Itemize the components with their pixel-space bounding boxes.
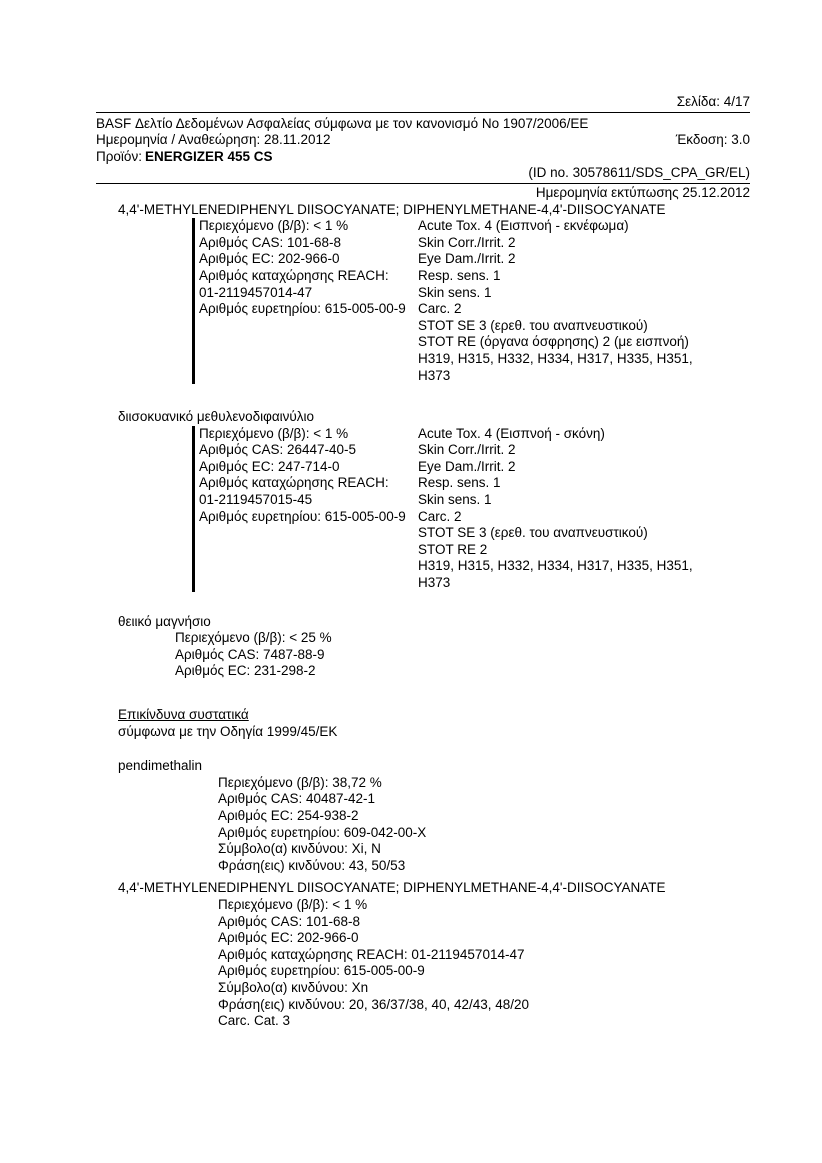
detail-line: Αριθμός ευρετηρίου: 615-005-00-9 [218,963,425,979]
classification-line: STOT SE 3 (ερεθ. του αναπνευστικού) [418,317,648,333]
detail-line: 01-2119457015-45 [199,492,313,508]
detail-line: Αριθμός ευρετηρίου: 615-005-00-9 [199,508,406,524]
classification-line: Acute Tox. 4 (Εισπνοή - σκόνη) [418,425,605,441]
substance-1-details [199,218,418,384]
classification-line: Skin sens. 1 [418,492,492,508]
hazardous-ingredients-heading: Επικίνδυνα συστατικά [118,707,249,722]
classification-line: H373 [418,367,451,383]
classification-line: Carc. 2 [418,301,462,317]
dpd-substance-1-name: pendimethalin [118,758,203,774]
substance-1-block [192,218,750,384]
directive-subheading: σύμφωνα με την Οδηγία 1999/45/ΕΚ [118,723,338,739]
classification-line: Eye Dam./Irrit. 2 [418,251,516,267]
detail-line: Αριθμός EC: 254-938-2 [218,807,359,823]
detail-line: Περιεχόμενο (β/β): < 25 % [175,630,332,646]
detail-line: Αριθμός CAS: 7487-88-9 [175,646,325,662]
dpd-substance-2-name: 4,4'-METHYLENEDIPHENYL DIISOCYANATE; DIPHENYLMETHANE-4,4'-DIISOCYANATE [118,880,666,896]
header-top-rule [96,112,750,113]
classification-line: H373 [418,575,451,591]
classification-line: STOT SE 3 (ερεθ. του αναπνευστικού) [418,525,648,541]
dpd-substance-1-details [218,775,750,875]
dpd-substance-2-details [218,897,750,1030]
detail-line: Αριθμός ευρετηρίου: 609-042-00-X [218,824,427,840]
detail-line: Αριθμός CAS: 101-68-8 [218,913,361,929]
detail-line: Περιεχόμενο (β/β): < 1 % [218,896,368,912]
detail-line: Αριθμός CAS: 40487-42-1 [218,791,376,807]
classification-line: Eye Dam./Irrit. 2 [418,458,516,474]
classification-line: Skin sens. 1 [418,284,492,300]
product-label: Προϊόν: [96,148,142,164]
detail-line: 01-2119457014-47 [199,284,313,300]
detail-line: Αριθμός CAS: 26447-40-5 [199,442,357,458]
detail-line: Περιεχόμενο (β/β): < 1 % [199,218,349,234]
revision-version-row [96,132,750,149]
classification-line: Skin Corr./Irrit. 2 [418,442,516,458]
classification-line: STOT RE 2 [418,541,488,557]
detail-line: Αριθμός καταχώρησης REACH: [199,475,389,491]
detail-line: Σύμβολο(α) κινδύνου: Xi, N [218,841,381,857]
document-id: (ID no. 30578611/SDS_CPA_GR/EL) [528,165,750,181]
substance-2-name: διισοκυανικό μεθυλενοδιφαινύλιο [118,409,315,425]
product-name: ENERGIZER 455 CS [144,148,273,164]
classification-line: STOT RE (όργανα όσφρησης) 2 (με εισπνοή) [418,334,689,350]
classification-line: H319, H315, H332, H334, H317, H335, H351, [418,350,693,366]
classification-line: Carc. 2 [418,508,462,524]
revision-date-line: Ημερομηνία / Αναθεώρηση: 28.11.2012 [96,132,331,148]
detail-line: Περιεχόμενο (β/β): 38,72 % [218,774,382,790]
detail-line: Φράση(εις) κινδύνου: 43, 50/53 [218,857,406,873]
classification-line: Acute Tox. 4 (Εισπνοή - εκνέφωμα) [418,218,629,234]
version-label: Έκδοση: 3.0 [675,132,750,148]
detail-line: Αριθμός EC: 231-298-2 [175,663,316,679]
detail-line: Αριθμός ευρετηρίου: 615-005-00-9 [199,301,406,317]
substance-2-block [192,426,750,592]
detail-line: Σύμβολο(α) κινδύνου: Xn [218,979,369,995]
regulation-line: BASF Δελτίο Δεδομένων Ασφαλείας σύμφωνα με τον κανονισμό No 1907/2006/EE [96,115,589,131]
substance-2-details [199,426,418,592]
detail-line: Αριθμός CAS: 101-68-8 [199,234,342,250]
product-line [96,149,750,166]
substance-2-classifications [418,426,750,592]
classification-line: H319, H315, H332, H334, H317, H335, H351, [418,558,693,574]
detail-line: Αριθμός EC: 202-966-0 [218,930,359,946]
substance-3-name: θειικό μαγνήσιο [118,613,211,629]
detail-line: Αριθμός καταχώρησης REACH: [199,267,389,283]
classification-line: Resp. sens. 1 [418,475,501,491]
detail-line: Αριθμός καταχώρησης REACH: 01-2119457014-47 [218,946,525,962]
header-bottom-rule [96,183,750,184]
classification-line: Resp. sens. 1 [418,267,501,283]
detail-line: Carc. Cat. 3 [218,1013,291,1029]
detail-line: Φράση(εις) κινδύνου: 20, 36/37/38, 40, 42/43, 48/20 [218,996,530,1012]
detail-line: Περιεχόμενο (β/β): < 1 % [199,425,349,441]
detail-line: Αριθμός EC: 247-714-0 [199,458,340,474]
page-number: Σελίδα: 4/17 [676,94,750,109]
substance-1-name: 4,4'-METHYLENEDIPHENYL DIISOCYANATE; DIPHENYLMETHANE-4,4'-DIISOCYANATE [118,201,666,217]
substance-1-classifications [418,218,750,384]
classification-line: Skin Corr./Irrit. 2 [418,234,516,250]
detail-line: Αριθμός EC: 202-966-0 [199,251,340,267]
print-date: Ημερομηνία εκτύπωσης 25.12.2012 [535,184,750,200]
substance-3-details [175,630,750,680]
